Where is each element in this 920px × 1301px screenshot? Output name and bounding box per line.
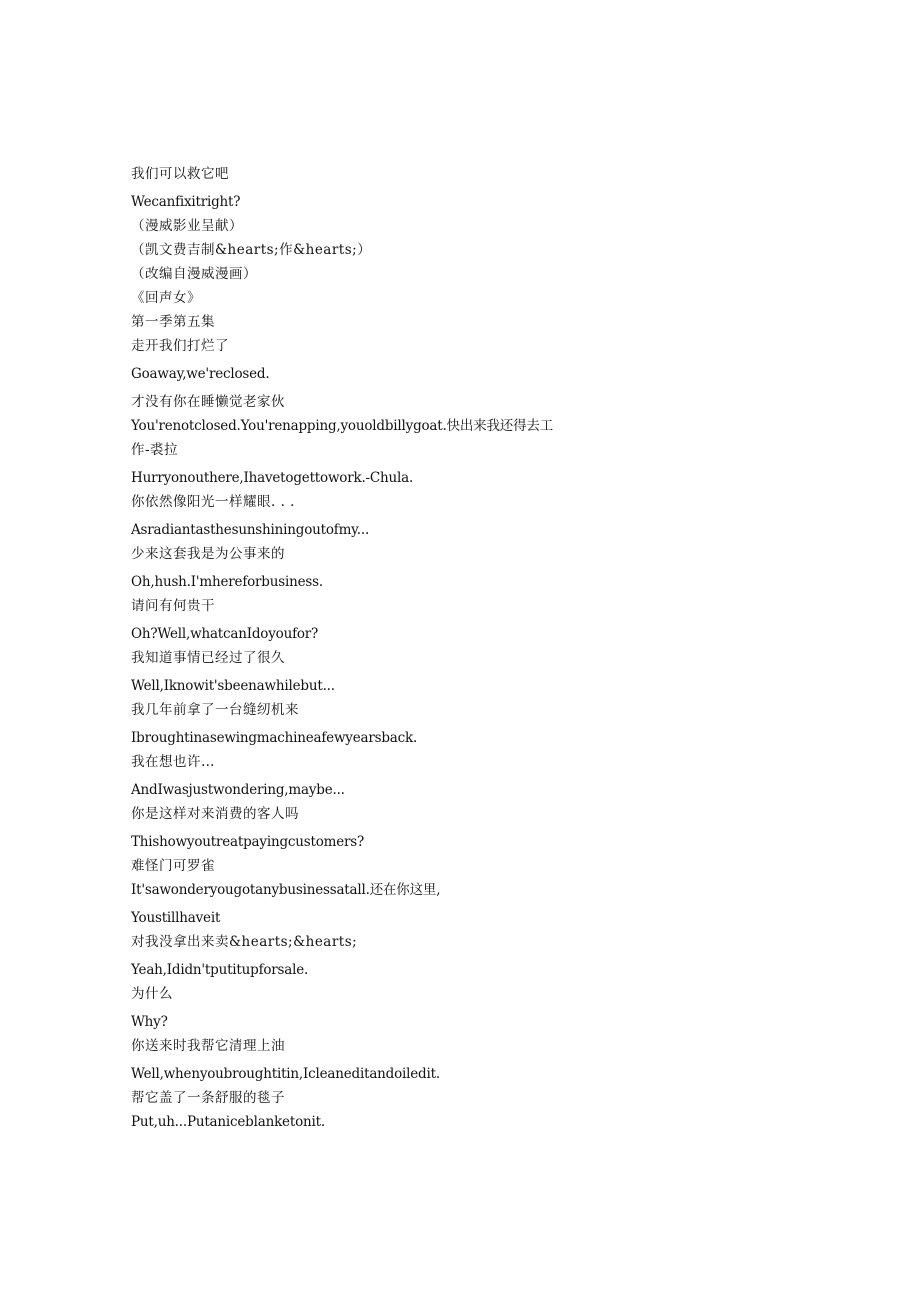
subtitle-line-english: Goaway,we'reclosed. [131,366,270,382]
subtitle-line-chinese: 难怪门可罗雀 [131,858,215,874]
subtitle-line-chinese: 才没有你在睡懒觉老家伙 [131,394,285,410]
subtitle-line-chinese: 帮它盖了一条舒服的毯子 [131,1090,285,1106]
subtitle-line-chinese: 第一季第五集 [131,314,215,330]
subtitle-line-english: Oh,hush.I'mhereforbusiness. [131,574,323,590]
subtitle-line-english: Why? [131,1014,168,1030]
subtitle-line-english: Yeah,Ididn'tputitupforsale. [131,962,309,978]
subtitle-line-english: You'renotclosed.You'renapping,youoldbillygoat.快出来我还得去工 [131,418,553,434]
subtitle-line-english: It'sawonderyougotanybusinessatall.还在你这里, [131,882,441,898]
subtitle-line-chinese: 走开我们打烂了 [131,338,229,354]
subtitle-line-english: Asradiantasthesunshiningoutofmy... [131,522,370,538]
subtitle-line-chinese: 为什么 [131,986,173,1002]
subtitle-line-chinese: 我几年前拿了一台缝纫机来 [131,702,299,718]
subtitle-transcript [131,162,591,1134]
subtitle-line-chinese: （改编自漫威漫画） [131,266,257,282]
subtitle-line-chinese: 我在想也许… [131,754,215,770]
subtitle-line-english: Youstillhaveit [131,910,221,926]
subtitle-line-english: Oh?Well,whatcanIdoyoufor? [131,626,319,642]
subtitle-line-english: Ibroughtinasewingmachineafewyearsback. [131,730,418,746]
subtitle-line-english: Hurryonouthere,Ihavetogettowork.-Chula. [131,470,414,486]
subtitle-line-english: Well,Iknowit'sbeenawhilebut... [131,678,335,694]
subtitle-line-english: AndIwasjustwondering,maybe... [131,782,345,798]
subtitle-line-chinese: （凯文费吉制&hearts;作&hearts;） [131,242,372,258]
subtitle-line-chinese: 请问有何贵干 [131,598,215,614]
subtitle-line-english: Thishowyoutreatpayingcustomers? [131,834,365,850]
subtitle-line-chinese: 《回声女》 [131,290,201,306]
subtitle-line-chinese: （漫威影业呈献） [131,218,243,234]
subtitle-line-english: Wecanfixitright? [131,194,241,210]
subtitle-line-english: Put,uh...Putaniceblanketonit. [131,1114,325,1130]
subtitle-line-english: Well,whenyoubroughtitin,Icleaneditandoiledit. [131,1066,440,1082]
subtitle-line-chinese: 作-裘拉 [131,442,179,458]
subtitle-line-chinese: 我知道事情已经过了很久 [131,650,285,666]
subtitle-line-chinese: 你送来时我帮它清理上油 [131,1038,285,1054]
subtitle-line-chinese: 你依然像阳光一样耀眼. . . [131,494,295,510]
subtitle-line-chinese: 少来这套我是为公事来的 [131,546,285,562]
subtitle-line-chinese: 对我没拿出来卖&hearts;&hearts; [131,934,358,950]
subtitle-line-chinese: 我们可以救它吧 [131,166,229,182]
subtitle-line-chinese: 你是这样对来消费的客人吗 [131,806,299,822]
